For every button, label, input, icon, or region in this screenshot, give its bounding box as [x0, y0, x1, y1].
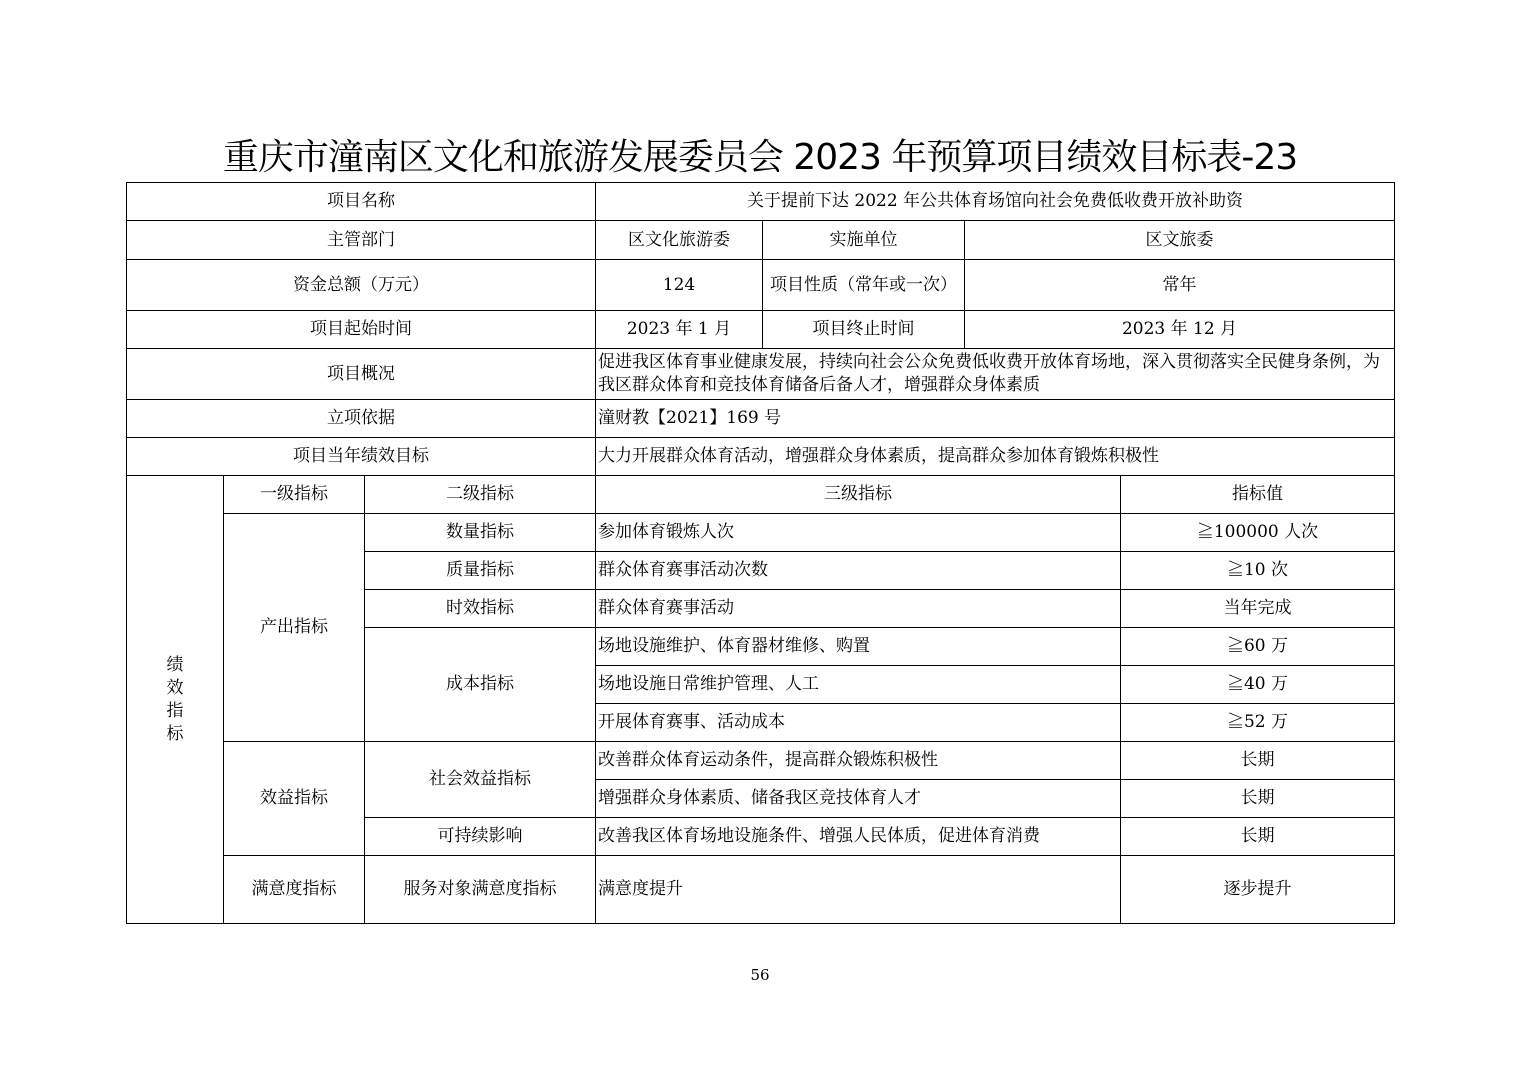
indicator-value: ≧100000 人次 — [1121, 514, 1395, 552]
fund-value: 124 — [596, 260, 763, 311]
indicator-name: 场地设施日常维护管理、人工 — [596, 666, 1121, 704]
indicator-name: 满意度提升 — [596, 856, 1121, 924]
project-name-label: 项目名称 — [127, 183, 596, 221]
satisfaction-sub-label: 服务对象满意度指标 — [365, 856, 596, 924]
indicator-header-row — [127, 476, 1395, 514]
quality-indicator-label: 质量指标 — [365, 552, 596, 590]
table-row — [127, 514, 1395, 552]
goal-value: 大力开展群众体育活动，增强群众身体素质，提高群众参加体育锻炼积极性 — [596, 438, 1395, 476]
section-label-char: 标 — [166, 723, 184, 744]
impl-value: 区文旅委 — [965, 221, 1395, 260]
row-time — [127, 311, 1395, 349]
section-label-char: 绩 — [166, 654, 184, 675]
goal-label: 项目当年绩效目标 — [127, 438, 596, 476]
page-number: 56 — [750, 966, 770, 984]
dept-value: 区文化旅游委 — [596, 221, 763, 260]
indicator-value: 长期 — [1121, 818, 1395, 856]
header-level2: 二级指标 — [365, 476, 596, 514]
overview-value: 促进我区体育事业健康发展，持续向社会公众免费低收费开放体育场地，深入贯彻落实全民健身条例，为我区群众体育和竞技体育储备后备人才，增强群众身体素质 — [596, 349, 1395, 400]
header-value: 指标值 — [1121, 476, 1395, 514]
indicator-name: 增强群众身体素质、储备我区竞技体育人才 — [596, 780, 1121, 818]
row-overview — [127, 349, 1395, 400]
fund-label: 资金总额（万元） — [127, 260, 596, 311]
impl-label: 实施单位 — [763, 221, 965, 260]
indicator-value: ≧60 万 — [1121, 628, 1395, 666]
indicator-value: ≧10 次 — [1121, 552, 1395, 590]
row-department — [127, 221, 1395, 260]
project-name-value: 关于提前下达 2022 年公共体育场馆向社会免费低收费开放补助资 — [596, 183, 1395, 221]
row-project-name — [127, 183, 1395, 221]
indicator-name: 场地设施维护、体育器材维修、购置 — [596, 628, 1121, 666]
indicator-name: 群众体育赛事活动次数 — [596, 552, 1121, 590]
social-benefit-label: 社会效益指标 — [365, 742, 596, 818]
indicator-value: 长期 — [1121, 742, 1395, 780]
basis-label: 立项依据 — [127, 400, 596, 438]
start-value: 2023 年 1 月 — [596, 311, 763, 349]
page-title: 重庆市潼南区文化和旅游发展委员会 2023 年预算项目绩效目标表-23 — [222, 137, 1298, 178]
section-label-char: 效 — [166, 677, 184, 698]
nature-value: 常年 — [965, 260, 1395, 311]
indicators-section-label — [127, 476, 224, 924]
end-label: 项目终止时间 — [763, 311, 965, 349]
indicator-name: 开展体育赛事、活动成本 — [596, 704, 1121, 742]
row-fund — [127, 260, 1395, 311]
header-level1: 一级指标 — [224, 476, 365, 514]
end-value: 2023 年 12 月 — [965, 311, 1395, 349]
table-row — [127, 742, 1395, 780]
satisfaction-indicator-label: 满意度指标 — [224, 856, 365, 924]
benefit-indicator-label: 效益指标 — [224, 742, 365, 856]
performance-target-table — [126, 182, 1395, 924]
overview-label: 项目概况 — [127, 349, 596, 400]
nature-label: 项目性质（常年或一次） — [763, 260, 965, 311]
sustain-impact-label: 可持续影响 — [365, 818, 596, 856]
header-level3: 三级指标 — [596, 476, 1121, 514]
indicator-value: 长期 — [1121, 780, 1395, 818]
timeliness-indicator-label: 时效指标 — [365, 590, 596, 628]
indicator-value: ≧40 万 — [1121, 666, 1395, 704]
indicator-name: 群众体育赛事活动 — [596, 590, 1121, 628]
basis-value: 潼财教【2021】169 号 — [596, 400, 1395, 438]
start-label: 项目起始时间 — [127, 311, 596, 349]
table-row — [127, 856, 1395, 924]
indicator-value: 当年完成 — [1121, 590, 1395, 628]
section-label-char: 指 — [166, 700, 184, 721]
indicator-value: 逐步提升 — [1121, 856, 1395, 924]
output-indicator-label: 产出指标 — [224, 514, 365, 742]
dept-label: 主管部门 — [127, 221, 596, 260]
row-goal — [127, 438, 1395, 476]
quantity-indicator-label: 数量指标 — [365, 514, 596, 552]
indicator-name: 改善群众体育运动条件，提高群众锻炼积极性 — [596, 742, 1121, 780]
indicator-name: 参加体育锻炼人次 — [596, 514, 1121, 552]
cost-indicator-label: 成本指标 — [365, 628, 596, 742]
row-basis — [127, 400, 1395, 438]
indicator-value: ≧52 万 — [1121, 704, 1395, 742]
indicator-name: 改善我区体育场地设施条件、增强人民体质，促进体育消费 — [596, 818, 1121, 856]
